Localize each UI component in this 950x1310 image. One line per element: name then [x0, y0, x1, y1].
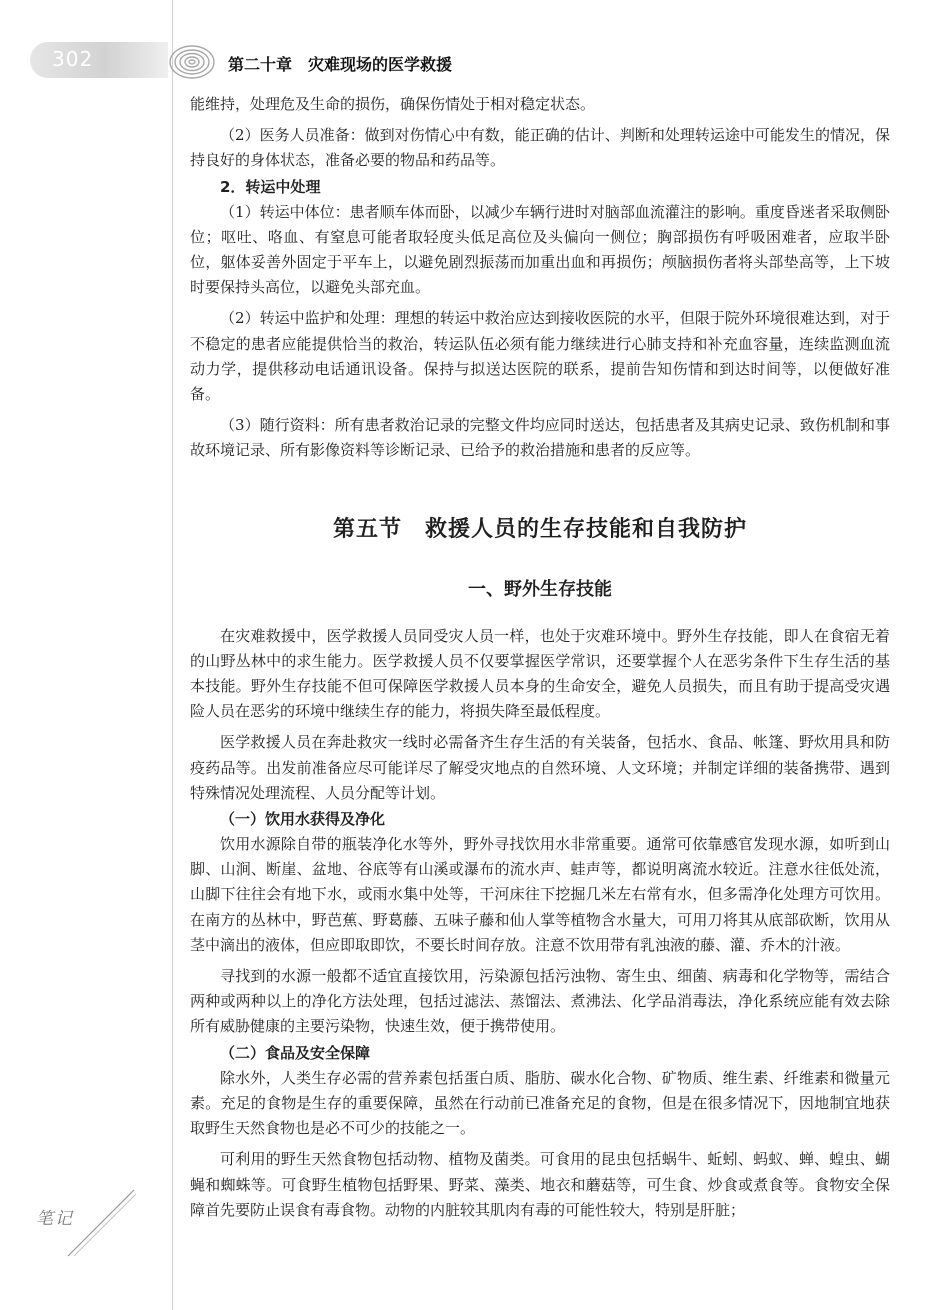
- heading-drinking-water: （一）饮用水获得及净化: [220, 810, 386, 829]
- paragraph-6: 在灾难救援中，医学救援人员同受灾人员一样，也处于灾难环境中。野外生存技能，即人在食宿无着的山野丛林中的求生能力。医学救援人员不仅要掌握医学常识，还要掌握个人在恶劣条件下生存生活的基本技能。野外生存技能不但可保障医学救援人员本身的生命安全，避免人员损失，而且有助于提高受灾遇险人员在恶劣的环境中继续生存的能力，将损失降至最低程度。: [190, 626, 890, 721]
- paragraph-9: 寻找到的水源一般都不适宜直接饮用，污染源包括污浊物、寄生虫、细菌、病毒和化学物等，需结合两种或两种以上的净化方法处理，包括过滤法、蒸馏法、煮沸法、化学品消毒法，净化系统应能有效去除所有威胁健康的主要污染物，快速生效，便于携带使用。: [190, 967, 890, 1036]
- section-title: 第五节 救援人员的生存技能和自我防护: [332, 516, 747, 542]
- paragraph-4: （2）转运中监护和处理：理想的转运中救治应达到接收医院的水平，但限于院外环境很难达到，对于不稳定的患者应能提供恰当的救治，转运队伍必须有能力继续进行心肺支持和补充血容量，连续监测血流动力学，提供移动电话通讯设备。保持与拟送达医院的联系，提前告知伤情和到达时间等，以便做好准备。: [190, 309, 890, 404]
- heading-transfer-handling: 2．转运中处理: [220, 177, 321, 196]
- paragraph-2: （2）医务人员准备：做到对伤情心中有数，能正确的估计、判断和处理转运途中可能发生的情况，保持良好的身体状态，准备必要的物品和药品等。: [190, 126, 890, 170]
- paragraph-10: 除水外，人类生存必需的营养素包括蛋白质、脂肪、碳水化合物、矿物质、维生素、纤维素和微量元素。充足的食物是生存的重要保障，虽然在行动前已准备充足的食物，但是在很多情况下，因地制宜地获取野生天然食物也是必不可少的技能之一。: [190, 1068, 890, 1138]
- chapter-title: 第二十章 灾难现场的医学救援: [228, 55, 453, 74]
- notes-label: 笔记: [36, 1209, 74, 1229]
- subsection-title: 一、野外生存技能: [468, 578, 612, 600]
- paragraph-1: 能维持，处理危及生命的损伤，确保伤情处于相对稳定状态。: [190, 95, 596, 113]
- paragraph-8: 饮用水源除自带的瓶装净化水等外，野外寻找饮用水非常重要。通常可依靠感官发现水源，如听到山脚、山涧、断崖、盆地、谷底等有山溪或瀑布的流水声、蛙声等，都说明离流水较近。注意水往低处流，山脚下往往会有地下水，或雨水集中处等，干河床往下挖掘几米左右常有水，但多需净化处理方可饮用。在南方的丛林中，野芭蕉、野葛藤、五味子藤和仙人掌等植物含水量大，可用刀将其从底部砍断，饮用从茎中滴出的液体，但应即取即饮，不要长时间存放。注意不饮用带有乳浊液的藤、灌、乔木的汁液。: [190, 835, 890, 954]
- page-number: 302: [52, 47, 94, 71]
- paragraph-11: 可利用的野生天然食物包括动物、植物及菌类。可食用的昆虫包括蜗牛、蚯蚓、蚂蚁、蝉、蝗虫、蝴蝇和蜘蛛等。可食野生植物包括野果、野菜、藻类、地衣和蘑菇等，可生食、炒食或煮食等。食物安全保障首先要防止误食有毒食物。动物的内脏较其肌肉有毒的可能性较大，特别是肝脏；: [190, 1150, 890, 1219]
- paragraph-3: （1）转运中体位：患者顺车体而卧，以减少车辆行进时对脑部血流灌注的影响。重度昏迷者采取侧卧位；呕吐、咯血、有窒息可能者取轻度头低足高位及头偏向一侧位；胸部损伤有呼吸困难者，应取半卧位，躯体妥善外固定于平车上，以避免剧烈振荡而加重出血和再损伤；颅脑损伤者将头部垫高等，上下坡时要保持头高位，以避免头部充血。: [190, 202, 890, 297]
- paragraph-7: 医学救援人员在奔赴救灾一线时必需备齐生存生活的有关装备，包括水、食品、帐篷、野炊用具和防疫药品等。出发前准备应尽可能详尽了解受灾地点的自然环境、人文环境；并制定详细的装备携带、遇到特殊情况处理流程、人员分配等计划。: [190, 733, 890, 802]
- pen-icon: [60, 1186, 140, 1258]
- margin-rule: [172, 0, 173, 1310]
- swirl-logo-icon: [166, 40, 218, 84]
- page-content: [190, 92, 890, 1223]
- page-number-tab: [30, 42, 168, 78]
- heading-food-safety: （二）食品及安全保障: [220, 1043, 371, 1062]
- paragraph-5: （3）随行资料：所有患者救治记录的完整文件均应同时送达，包括患者及其病史记录、致伤机制和事故环境记录、所有影像资料等诊断记录、已给予的救治措施和患者的反应等。: [190, 416, 890, 460]
